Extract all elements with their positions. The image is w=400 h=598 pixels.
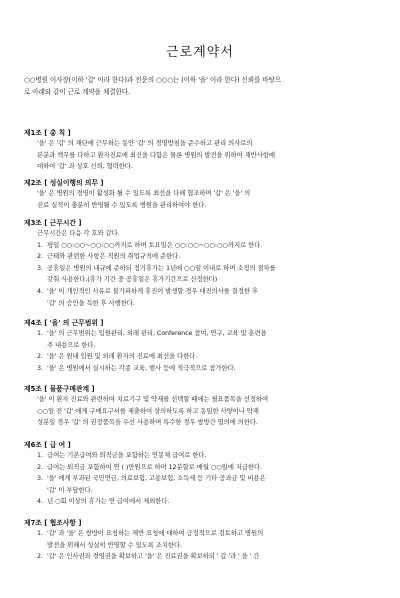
- list-item: [37, 240, 380, 252]
- article-heading: 제2조 [ 성실이행의 의무 ]: [24, 179, 104, 187]
- body-line: 진료 실적이 충분히 반영될 수 있도록 병원을 관리하여야 한다.: [37, 200, 207, 209]
- body-line: '을' 은 '갑' 의 재단에 근무하는 동안 '갑' 의 경영방침을 준수하고 관리 의사로의: [37, 139, 253, 147]
- body-line: '을' 은 병원의 경영이 활성화 될 수 있도록 최선을 다해 협조하며 '갑' 은 '을' 의: [37, 189, 251, 197]
- list-item: [37, 328, 380, 351]
- article-heading: 제4조 [ '을' 의 근무범위 ]: [24, 319, 104, 327]
- item-line: '갑' 의 승인을 득한 후 사행한다.: [47, 298, 135, 307]
- article-body: [24, 528, 380, 563]
- list-item: [37, 286, 380, 309]
- article-6: [24, 440, 380, 508]
- article-body: [24, 188, 380, 211]
- article-body: [24, 228, 380, 309]
- list-item: [37, 496, 380, 508]
- item-number: 4.: [37, 497, 43, 506]
- item-line: '갑' 과 '을' 은 쌍방이 요청하는 제반 요청에 대하여 긍정적으로 검토하고 병원의: [47, 529, 264, 537]
- body-line: 성분일 경우 '갑' 의 권장품목을 우선 사용하며 특수한 경우 쌍방간 협의에 의한다.: [37, 418, 258, 427]
- item-number: 4.: [37, 286, 43, 295]
- document-title: 근로계약서: [166, 45, 234, 60]
- list-item: [37, 551, 380, 563]
- item-number: 2.: [37, 462, 43, 471]
- item-line: 년 ○회 이상의 휴가는 연 급여에서 제외한다.: [47, 497, 170, 506]
- article-1: [24, 128, 380, 173]
- intro-line: ○○병원 이사장(이하 '갑' 이라 한다)과 전문의 ○○○는 (이하 '을' 이라 한다) 신뢰를 바탕으: [24, 76, 282, 84]
- item-line: '을' 의 근무범위는 입원관리, 외래 관리, Conference 참여, 연구, 교육 및 훈련을: [47, 329, 267, 337]
- article-body: [24, 328, 380, 374]
- intro-paragraph: [24, 74, 384, 98]
- body-line: 근무시간은 다음 각 호와 같다.: [37, 229, 120, 237]
- list-item: [37, 528, 380, 551]
- body-line: '을' 이 환자 진료와 관련하여 치료기구 및 약재를 선택할 때에는 필요품목을 선정하여: [37, 395, 269, 403]
- list-item: [37, 351, 380, 363]
- article-4: [24, 318, 380, 374]
- article-body: [24, 138, 380, 173]
- item-number: 3.: [37, 363, 43, 372]
- list-item: [37, 263, 380, 286]
- list-item: [37, 473, 380, 496]
- article-body: [24, 450, 380, 508]
- article-3: [24, 218, 380, 309]
- item-number: 3.: [37, 474, 43, 483]
- article-heading: 제1조 [ 총 칙 ]: [24, 129, 71, 137]
- list-item: [37, 450, 380, 462]
- item-number: 1.: [37, 529, 43, 537]
- intro-line: 로 아래와 같이 근로 계약을 체결한다.: [24, 88, 131, 96]
- article-5: [24, 384, 380, 429]
- item-line: 갖춰 사용한다.(휴가 기간 중 공휴일은 휴가기간으로 산정한다): [47, 275, 218, 284]
- item-line: '을' 에게 부과된 국민연금, 의료보험, 고용보험, 소득세 등 기타 공과금 및 비용은: [47, 474, 266, 483]
- article-7: [24, 518, 380, 563]
- item-number: 1.: [37, 451, 43, 459]
- item-line: '갑' 은 인사권과 경영권을 확보하고 '을' 은 진료권을 확보하되 ' 갑 '과 ' 을 ' 간: [47, 552, 260, 561]
- list-item: [37, 462, 380, 474]
- item-number: 2.: [37, 352, 43, 361]
- item-number: 2.: [37, 252, 43, 261]
- item-line: 급여는 퇴직금 포함하여 연 ( )만원으로 하며 12분할로 매월 ○○일에 지급한다.: [47, 462, 262, 471]
- body-line: 본분과 책무를 다하고 환자진료에 최선을 다함은 물론 병원의 발전을 위하여 재반사항에: [37, 150, 275, 159]
- item-line: 평일 ○○:○○~○○:○○까지로 하며 토요일은 ○○:○○~○○:○○까지로 한다.: [47, 240, 263, 249]
- item-line: 근태와 관련한 사항은 직원의 취업규칙에 준한다.: [47, 252, 181, 261]
- item-number: 1.: [37, 329, 43, 337]
- item-number: 1.: [37, 240, 43, 249]
- article-heading: 제5조 [ 물품구매관계 ]: [24, 385, 95, 393]
- item-number: 2.: [37, 552, 43, 561]
- item-number: 3.: [37, 263, 43, 272]
- body-line: 대하여 '갑' 과 상호 신뢰, 협력한다.: [37, 162, 133, 171]
- item-line: 주 내용으로 한다.: [47, 340, 96, 349]
- list-item: [37, 363, 380, 375]
- article-heading: 제3조 [ 근무시간 ]: [24, 219, 82, 227]
- list-item: [37, 251, 380, 263]
- body-line: ○○일 전 '갑' 에게 구매요구서를 제출하여 상의하도록 하고 동일한 사양이나 약재: [37, 406, 259, 415]
- item-line: 급여는 기본급여와 퇴직금을 포함하는 연봉제 급여로 한다.: [47, 451, 207, 459]
- article-heading: 제6조 [ 급 여 ]: [24, 441, 71, 449]
- article-heading: 제7조 [ 협조사항 ]: [24, 519, 82, 527]
- article-2: [24, 178, 380, 211]
- item-line: 공휴일은 병원의 내규에 준하되 정기휴가는 1년에 ○○일 이내로 하며 소정의 절차를: [47, 263, 276, 272]
- item-line: '을' 은 병원에서 실시하는 각종 교육, 행사 등에 적극적으로 참가한다.: [47, 363, 236, 372]
- item-line: '을' 은 원내 입원 및 외래 환자의 진료에 최선을 다한다.: [47, 352, 198, 361]
- item-line: 발전을 위해서 성실히 반영할 수 있도록 조치한다.: [47, 540, 182, 549]
- article-body: [24, 394, 380, 429]
- item-line: '을' 이 개인적인 사유로 불가피하게 휴진이 발생할 경우 대진의사를 결정한 후: [47, 286, 258, 295]
- item-line: '갑' 이 부담한다.: [47, 485, 93, 494]
